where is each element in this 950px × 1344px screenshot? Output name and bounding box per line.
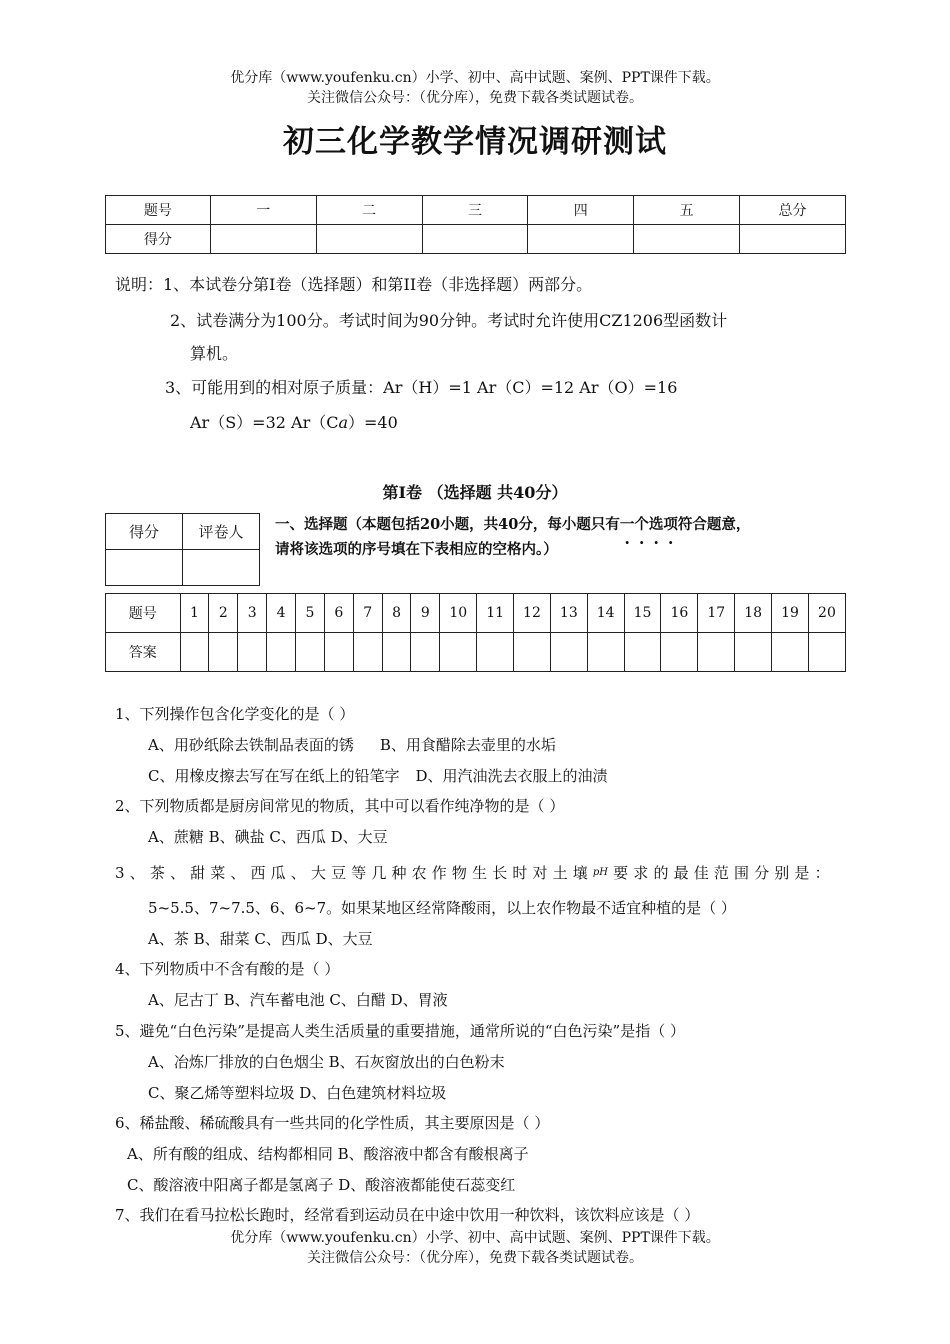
note-3b-text: Ar（S）=32 Ar（C <box>190 413 339 432</box>
footer-line-2: 关注微信公众号：（优分库），免费下载各类试题试卷。 <box>307 1250 643 1266</box>
score-header-cell: 三 <box>422 196 528 225</box>
score-header-cell: 题号 <box>106 196 211 225</box>
question-3-char: 的 <box>653 864 669 882</box>
note-3b-italic: a <box>338 413 349 432</box>
question-3-char: 种 <box>391 864 407 882</box>
score-cell[interactable] <box>528 225 634 254</box>
score-cell[interactable] <box>316 225 422 254</box>
grader-score-label: 得分 <box>106 514 183 550</box>
page-title: 初三化学教学情况调研测试 <box>283 124 667 160</box>
section-title: 第Ⅰ卷 （选择题 共40分） <box>382 483 568 502</box>
question-3-char: 甜 <box>190 864 206 882</box>
answer-cell[interactable] <box>324 633 353 672</box>
answer-cell[interactable] <box>180 633 209 672</box>
grader-score-cell[interactable] <box>106 550 183 586</box>
answer-number-cell: 18 <box>735 594 772 633</box>
answer-number-cell: 17 <box>698 594 735 633</box>
score-row-label: 得分 <box>106 225 211 254</box>
answer-number-cell: 7 <box>353 594 382 633</box>
answer-cell[interactable] <box>735 633 772 672</box>
score-table-header-row <box>106 196 846 225</box>
answer-number-cell: 15 <box>624 594 661 633</box>
score-cell[interactable] <box>634 225 740 254</box>
answer-number-cell: 2 <box>209 594 238 633</box>
question-3-char: 最 <box>673 864 689 882</box>
question-3-char: ： <box>814 864 830 882</box>
question-3-char: 、 <box>169 864 185 882</box>
answer-number-cell: 5 <box>296 594 325 633</box>
emphasis-char: 选 <box>648 516 664 533</box>
question-3-char: 西 <box>250 864 266 882</box>
question-3-char: 求 <box>633 864 649 882</box>
question-3-char: 佳 <box>693 864 709 882</box>
section-instructions <box>275 512 845 562</box>
question-3-char: 菜 <box>210 864 226 882</box>
answer-cell[interactable] <box>209 633 238 672</box>
ph-symbol: pH <box>592 867 609 878</box>
header-line-2: 关注微信公众号：（优分库），免费下载各类试题试卷。 <box>307 90 643 106</box>
answer-table <box>105 593 846 672</box>
answer-cell[interactable] <box>353 633 382 672</box>
grader-reviewer-cell[interactable] <box>183 550 260 586</box>
answer-cell[interactable] <box>772 633 809 672</box>
answer-fill-row <box>106 633 846 672</box>
question-3-char: 3 <box>115 864 125 882</box>
question-3-char: 土 <box>552 864 568 882</box>
note-3b <box>190 412 398 434</box>
question-1: 1、下列操作包含化学变化的是（ ） <box>115 705 355 723</box>
question-3-char: 、 <box>129 864 145 882</box>
emphasis-char: 个 <box>634 516 649 533</box>
score-cell[interactable] <box>740 225 846 254</box>
question-4: 4、下列物质中不含有酸的是（ ） <box>115 960 340 978</box>
question-3-char: 别 <box>774 864 790 882</box>
question-3-char: 、 <box>290 864 306 882</box>
question-5-options-ab: A、冶炼厂排放的白色烟尘 B、石灰窗放出的白色粉末 <box>148 1053 505 1071</box>
question-3-char: 、 <box>230 864 246 882</box>
question-6-options-ab: A、所有酸的组成、结构都相同 B、酸溶液中都含有酸根离子 <box>127 1145 529 1163</box>
question-2: 2、下列物质都是厨房间常见的物质，其中可以看作纯净物的是（ ） <box>115 797 565 815</box>
score-table <box>105 195 846 254</box>
answer-cell[interactable] <box>587 633 624 672</box>
question-3-char: 几 <box>371 864 387 882</box>
question-1-options-cd <box>148 766 608 786</box>
question-3-char: 是 <box>794 864 810 882</box>
emphasis-char: 一 <box>619 516 635 533</box>
inst-text-b: 符合题意， <box>677 516 751 533</box>
score-header-cell: 五 <box>634 196 740 225</box>
q1-option-c: C、用橡皮擦去写在写在纸上的铅笔字 <box>148 767 400 785</box>
answer-label-answer: 答案 <box>106 633 181 672</box>
score-header-cell: 二 <box>316 196 422 225</box>
answer-cell[interactable] <box>440 633 477 672</box>
answer-cell[interactable] <box>477 633 514 672</box>
score-header-cell: 总分 <box>740 196 846 225</box>
question-3-char: 对 <box>532 864 548 882</box>
answer-cell[interactable] <box>296 633 325 672</box>
q1-option-d: D、用汽油洗去衣服上的油渍 <box>415 767 608 785</box>
answer-number-cell: 9 <box>411 594 440 633</box>
answer-cell[interactable] <box>550 633 587 672</box>
footer-line-1: 优分库（www.youfenku.cn）小学、初中、高中试题、案例、PPT课件下载。 <box>230 1230 720 1246</box>
question-3-char: 生 <box>472 864 488 882</box>
emphasis-char: 项 <box>663 516 678 533</box>
q1-option-b: B、用食醋除去壶里的水垢 <box>379 736 556 754</box>
q1-option-a: A、用砂纸除去铁制品表面的锈 <box>148 736 354 754</box>
answer-cell[interactable] <box>514 633 551 672</box>
note-1: 说明：1、本试卷分第Ⅰ卷（选择题）和第II卷（非选择题）两部分。 <box>115 275 593 294</box>
answer-cell[interactable] <box>238 633 267 672</box>
question-3-char: 物 <box>451 864 467 882</box>
question-3-char: 分 <box>754 864 770 882</box>
question-3-char: 豆 <box>331 864 347 882</box>
note-2b: 算机。 <box>190 344 239 363</box>
question-4-options: A、尼古丁 B、汽车蓄电池 C、白醋 D、胃液 <box>148 991 448 1009</box>
answer-cell[interactable] <box>808 633 845 672</box>
question-3-char: 大 <box>310 864 326 882</box>
answer-number-cell: 8 <box>382 594 411 633</box>
answer-number-cell: 11 <box>477 594 514 633</box>
question-3-char: 长 <box>492 864 508 882</box>
note-3a: 3、可能用到的相对原子质量：Ar（H）=1 Ar（C）=12 Ar（O）=16 <box>165 378 678 397</box>
question-5-options-cd: C、聚乙烯等塑料垃圾 D、白色建筑材料垃圾 <box>148 1084 447 1102</box>
answer-number-cell: 10 <box>440 594 477 633</box>
score-cell[interactable] <box>422 225 528 254</box>
grader-reviewer-label: 评卷人 <box>183 514 260 550</box>
score-cell[interactable] <box>210 225 316 254</box>
question-7: 7、我们在看马拉松长跑时，经常看到运动员在中途中饮用一种饮料，该饮料应该是（ ） <box>115 1206 700 1224</box>
question-3-char: 时 <box>512 864 528 882</box>
answer-label-question: 题号 <box>106 594 181 633</box>
question-6: 6、稀盐酸、稀硫酸具有一些共同的化学性质，其主要原因是（ ） <box>115 1114 550 1132</box>
answer-number-cell: 4 <box>267 594 296 633</box>
answer-number-cell: 19 <box>772 594 809 633</box>
answer-number-cell: 12 <box>514 594 551 633</box>
answer-cell[interactable] <box>698 633 735 672</box>
question-3-char: 作 <box>431 864 447 882</box>
note-3b-end: ）=40 <box>348 413 398 432</box>
question-3-char: 范 <box>713 864 729 882</box>
score-header-cell: 一 <box>210 196 316 225</box>
answer-cell[interactable] <box>624 633 661 672</box>
answer-number-cell: 1 <box>180 594 209 633</box>
inst-dotted-emphasis <box>620 516 678 533</box>
answer-cell[interactable] <box>382 633 411 672</box>
question-3-char: 壤 <box>572 864 588 882</box>
inst-line-2: 请将该选项的序号填在下表相应的空格内。） <box>275 541 558 558</box>
answer-number-cell: 3 <box>238 594 267 633</box>
answer-cell[interactable] <box>661 633 698 672</box>
answer-number-cell: 14 <box>587 594 624 633</box>
note-2a: 2、试卷满分为100分。考试时间为90分钟。考试时允许使用CZ1206型函数计 <box>170 311 728 330</box>
answer-cell[interactable] <box>267 633 296 672</box>
question-3-char: 等 <box>351 864 367 882</box>
question-3-char: 农 <box>411 864 427 882</box>
score-table-score-row <box>106 225 846 254</box>
answer-number-cell: 6 <box>324 594 353 633</box>
grader-table <box>105 513 260 586</box>
header-line-1: 优分库（www.youfenku.cn）小学、初中、高中试题、案例、PPT课件下载。 <box>230 70 720 86</box>
question-3-char: 瓜 <box>270 864 286 882</box>
answer-number-cell: 13 <box>550 594 587 633</box>
question-3-options: A、茶 B、甜菜 C、西瓜 D、大豆 <box>148 930 373 948</box>
inst-text-a: 一、选择题（本题包括20小题，共40分，每小题只有 <box>275 516 620 533</box>
question-3 <box>115 863 830 883</box>
answer-cell[interactable] <box>411 633 440 672</box>
question-3-char: 茶 <box>149 864 165 882</box>
answer-number-cell: 20 <box>808 594 845 633</box>
question-3-line-2: 5~5.5、7~7.5、6、6~7。如果某地区经常降酸雨，以上农作物最不适宜种植的是（ ） <box>148 899 736 917</box>
score-header-cell: 四 <box>528 196 634 225</box>
question-3-char: 要 <box>613 864 629 882</box>
question-3-char: 围 <box>734 864 750 882</box>
answer-number-cell: 16 <box>661 594 698 633</box>
question-5: 5、避免“白色污染”是提高人类生活质量的重要措施，通常所说的“白色污染”是指（ ） <box>115 1022 685 1040</box>
question-6-options-cd: C、酸溶液中阳离子都是氢离子 D、酸溶液都能使石蕊变红 <box>127 1176 516 1194</box>
question-2-options: A、蔗糖 B、碘盐 C、西瓜 D、大豆 <box>148 828 388 846</box>
question-1-options-ab <box>148 735 556 755</box>
answer-number-row <box>106 594 846 633</box>
